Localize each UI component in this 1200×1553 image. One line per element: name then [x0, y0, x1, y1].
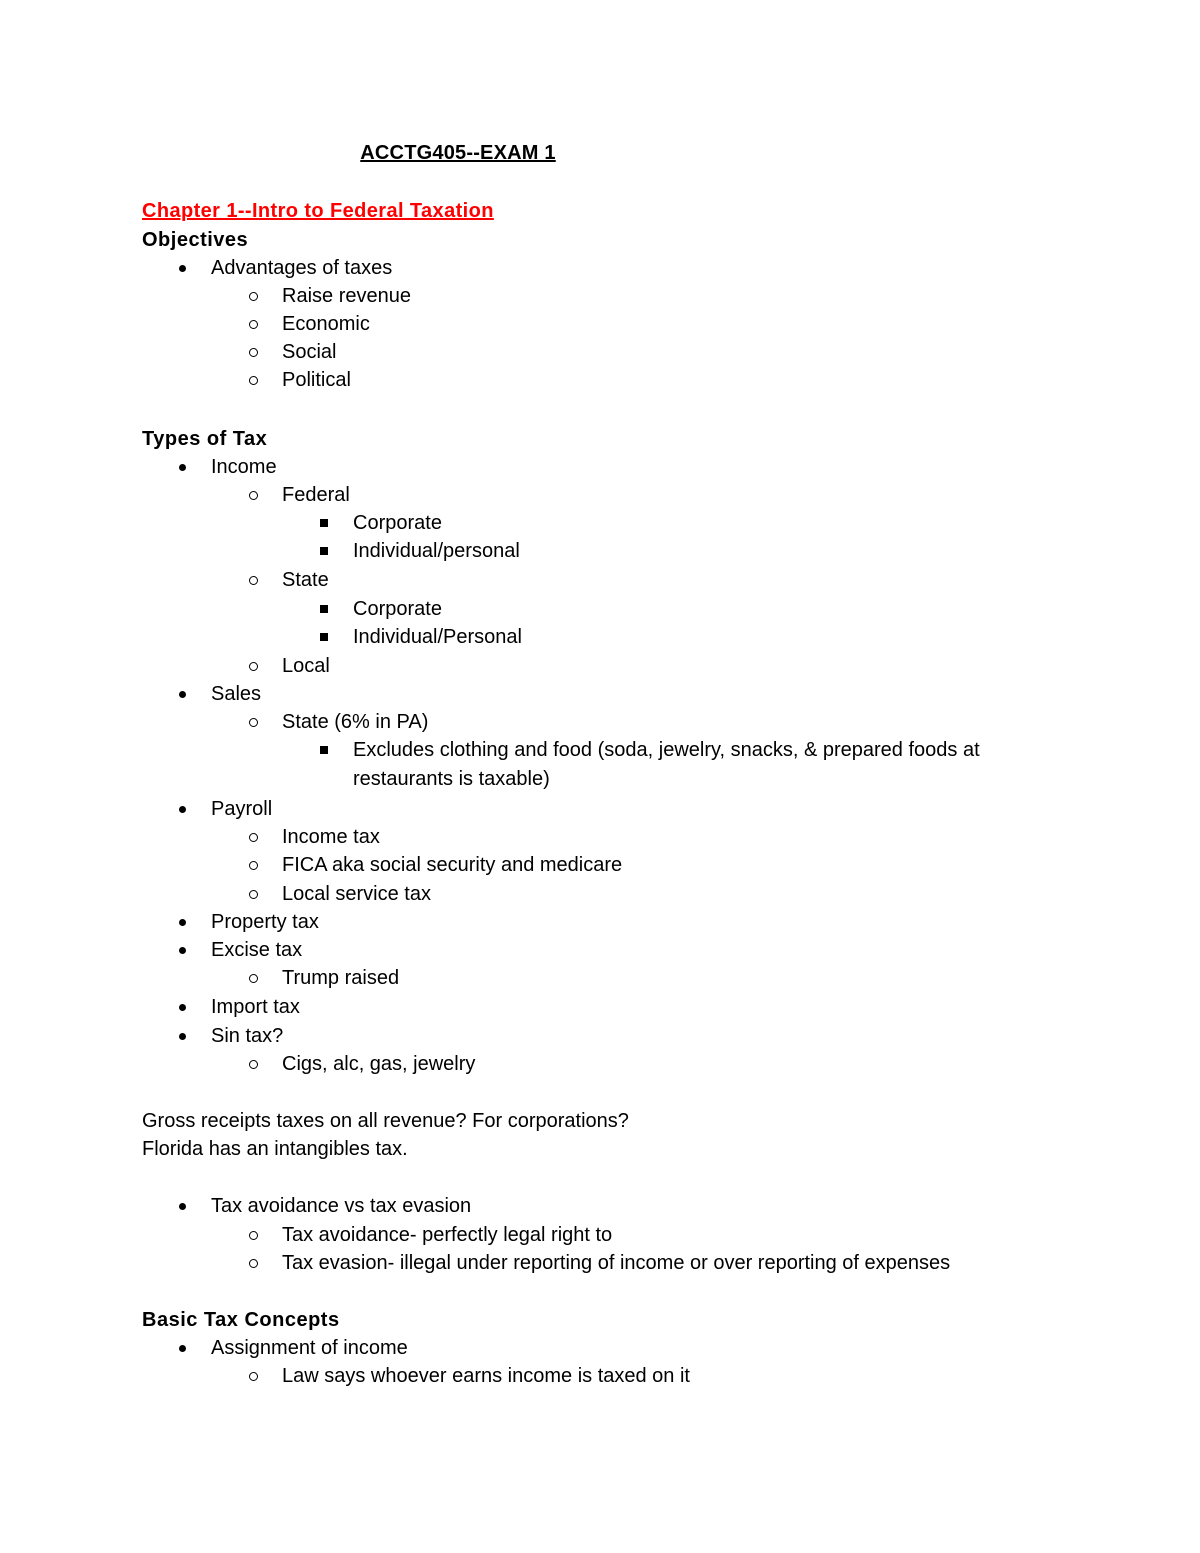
bullet-circle-icon: [249, 376, 258, 385]
list-item: Import tax: [211, 993, 300, 1021]
list-item: Corporate: [353, 509, 442, 537]
bullet-dot-icon: [179, 1004, 186, 1011]
bullet-dot-icon: [179, 1345, 186, 1352]
bullet-circle-icon: [249, 576, 258, 585]
list-item: Income tax: [282, 823, 380, 851]
list-item: Social: [282, 338, 336, 366]
list-item: Tax evasion- illegal under reporting of income or over reporting of expenses: [282, 1249, 950, 1277]
bullet-circle-icon: [249, 974, 258, 983]
bullet-circle-icon: [249, 292, 258, 301]
objectives-heading: Objectives: [142, 229, 249, 251]
bullet-circle-icon: [249, 320, 258, 329]
list-item: Law says whoever earns income is taxed on it: [282, 1362, 690, 1390]
list-item: Income: [211, 453, 277, 481]
list-item: Individual/Personal: [353, 623, 522, 651]
list-item: Sales: [211, 680, 261, 708]
list-item: Sin tax?: [211, 1022, 283, 1050]
list-item: Raise revenue: [282, 282, 411, 310]
bullet-square-icon: [320, 746, 328, 754]
bullet-dot-icon: [179, 1203, 186, 1210]
bullet-circle-icon: [249, 1231, 258, 1240]
list-item: Excludes clothing and food (soda, jewelry, snacks, & prepared foods at: [353, 736, 980, 764]
list-item: Property tax: [211, 908, 319, 936]
bullet-circle-icon: [249, 890, 258, 899]
bullet-dot-icon: [179, 464, 186, 471]
bullet-dot-icon: [179, 806, 186, 813]
list-item: Political: [282, 366, 351, 394]
bullet-circle-icon: [249, 1060, 258, 1069]
list-item: Corporate: [353, 595, 442, 623]
bullet-dot-icon: [179, 947, 186, 954]
list-item: State: [282, 566, 329, 594]
chapter-heading: Chapter 1--Intro to Federal Taxation: [142, 200, 494, 222]
bullet-square-icon: [320, 547, 328, 555]
list-item-continuation: restaurants is taxable): [353, 768, 550, 790]
list-item: Local service tax: [282, 880, 431, 908]
note-line: Florida has an intangibles tax.: [142, 1138, 408, 1160]
list-item: State (6% in PA): [282, 708, 428, 736]
list-item: Trump raised: [282, 964, 399, 992]
list-item: Payroll: [211, 795, 272, 823]
bullet-circle-icon: [249, 718, 258, 727]
list-item: Federal: [282, 481, 350, 509]
bullet-circle-icon: [249, 861, 258, 870]
bullet-circle-icon: [249, 833, 258, 842]
bullet-dot-icon: [179, 919, 186, 926]
bullet-dot-icon: [179, 1033, 186, 1040]
bullet-dot-icon: [179, 691, 186, 698]
list-item: Cigs, alc, gas, jewelry: [282, 1050, 475, 1078]
list-item: Advantages of taxes: [211, 254, 392, 282]
bullet-square-icon: [320, 605, 328, 613]
list-item: Economic: [282, 310, 370, 338]
bullet-square-icon: [320, 633, 328, 641]
list-item: Assignment of income: [211, 1334, 408, 1362]
bullet-circle-icon: [249, 491, 258, 500]
bullet-circle-icon: [249, 1259, 258, 1268]
note-line: Gross receipts taxes on all revenue? For corporations?: [142, 1110, 629, 1132]
list-item: Excise tax: [211, 936, 302, 964]
bullet-square-icon: [320, 519, 328, 527]
bullet-circle-icon: [249, 662, 258, 671]
types-heading: Types of Tax: [142, 428, 268, 450]
bullet-dot-icon: [179, 265, 186, 272]
document-title: ACCTG405--EXAM 1: [360, 142, 556, 164]
list-item: Tax avoidance- perfectly legal right to: [282, 1221, 612, 1249]
list-item: Tax avoidance vs tax evasion: [211, 1192, 471, 1220]
bullet-circle-icon: [249, 1372, 258, 1381]
list-item: FICA aka social security and medicare: [282, 851, 622, 879]
concepts-heading: Basic Tax Concepts: [142, 1309, 340, 1331]
list-item: Individual/personal: [353, 537, 520, 565]
bullet-circle-icon: [249, 348, 258, 357]
list-item: Local: [282, 652, 330, 680]
